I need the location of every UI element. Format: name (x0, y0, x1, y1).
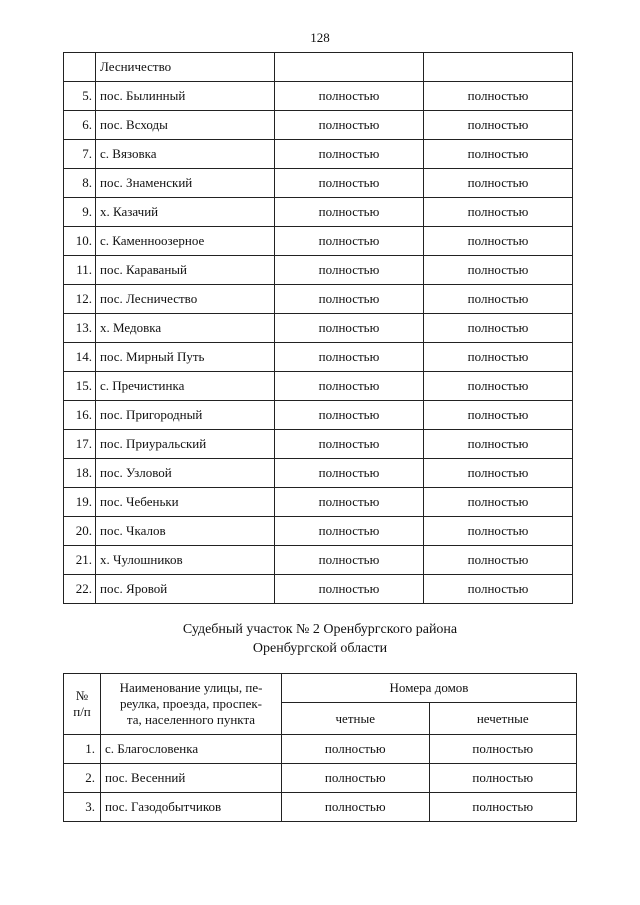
even-houses-cell: полностью (275, 517, 424, 546)
table-row (64, 401, 573, 430)
row-number-cell: 17. (64, 430, 96, 459)
row-name-cell: х. Медовка (96, 314, 275, 343)
section-heading-line2: Оренбургской области (252, 641, 388, 656)
row-name-cell: пос. Узловой (96, 459, 275, 488)
row-name-cell: пос. Чкалов (96, 517, 275, 546)
row-name-cell: пос. Весенний (101, 764, 282, 793)
row-name-cell: с. Каменноозерное (96, 227, 275, 256)
even-houses-cell: полностью (275, 198, 424, 227)
odd-houses-cell: полностью (429, 735, 577, 764)
odd-houses-cell: полностью (429, 793, 577, 822)
row-name-cell: пос. Караваный (96, 256, 275, 285)
table-row (64, 82, 573, 111)
row-number-cell: 11. (64, 256, 96, 285)
page-number: 128 (310, 30, 330, 45)
table-row (64, 343, 573, 372)
row-name-cell: пос. Былинный (96, 82, 275, 111)
even-houses-cell: полностью (275, 430, 424, 459)
odd-houses-cell: полностью (424, 140, 573, 169)
even-houses-cell: полностью (275, 459, 424, 488)
section-heading (0, 620, 640, 658)
row-number-cell: 2. (64, 764, 101, 793)
odd-houses-cell: полностью (424, 517, 573, 546)
even-houses-cell: полностью (275, 575, 424, 604)
odd-houses-cell: полностью (424, 256, 573, 285)
odd-houses-cell: полностью (424, 343, 573, 372)
even-houses-cell: полностью (275, 256, 424, 285)
row-number-cell (64, 53, 96, 82)
even-column-header: четные (282, 703, 430, 735)
even-houses-cell: полностью (275, 546, 424, 575)
odd-houses-cell: полностью (424, 430, 573, 459)
table-row (64, 793, 577, 822)
table-row (64, 546, 573, 575)
table-row (64, 256, 573, 285)
even-houses-cell: полностью (275, 314, 424, 343)
even-houses-cell: полностью (282, 793, 430, 822)
table-row (64, 227, 573, 256)
row-number-cell: 14. (64, 343, 96, 372)
row-number-cell: 15. (64, 372, 96, 401)
row-number-cell: 8. (64, 169, 96, 198)
odd-houses-cell: полностью (424, 198, 573, 227)
row-number-cell: 7. (64, 140, 96, 169)
row-name-cell: пос. Пригородный (96, 401, 275, 430)
table-row (64, 140, 573, 169)
table-row (64, 314, 573, 343)
odd-houses-cell: полностью (424, 575, 573, 604)
row-number-cell: 1. (64, 735, 101, 764)
row-name-cell: с. Пречистинка (96, 372, 275, 401)
row-name-cell: пос. Знаменский (96, 169, 275, 198)
odd-houses-cell: полностью (424, 459, 573, 488)
row-number-cell: 22. (64, 575, 96, 604)
odd-column-header: нечетные (429, 703, 577, 735)
odd-houses-cell: полностью (424, 546, 573, 575)
even-houses-cell: полностью (275, 488, 424, 517)
even-houses-cell: полностью (275, 285, 424, 314)
odd-houses-cell: полностью (424, 111, 573, 140)
section-heading-line1: Судебный участок № 2 Оренбургского района (182, 622, 458, 637)
table-row (64, 430, 573, 459)
odd-houses-cell: полностью (424, 401, 573, 430)
table-row (64, 372, 573, 401)
even-houses-cell: полностью (275, 343, 424, 372)
odd-houses-cell: полностью (424, 372, 573, 401)
number-column-header: № п/п (64, 674, 101, 735)
row-name-cell: х. Казачий (96, 198, 275, 227)
even-houses-cell (275, 53, 424, 82)
row-number-cell: 5. (64, 82, 96, 111)
row-number-cell: 6. (64, 111, 96, 140)
row-name-cell: х. Чулошников (96, 546, 275, 575)
even-houses-cell: полностью (275, 111, 424, 140)
row-name-cell: с. Вязовка (96, 140, 275, 169)
even-houses-cell: полностью (275, 227, 424, 256)
row-name-cell: пос. Чебеньки (96, 488, 275, 517)
settlements-table-continued (63, 52, 573, 604)
district-2-table (63, 673, 577, 822)
table-row (64, 285, 573, 314)
row-name-cell: пос. Всходы (96, 111, 275, 140)
even-houses-cell: полностью (282, 735, 430, 764)
house-numbers-header: Номера домов (282, 674, 577, 703)
odd-houses-cell: полностью (424, 82, 573, 111)
odd-houses-cell: полностью (424, 488, 573, 517)
row-number-cell: 3. (64, 793, 101, 822)
odd-houses-cell: полностью (424, 314, 573, 343)
table-row (64, 169, 573, 198)
table-row (64, 488, 573, 517)
row-name-cell: пос. Яровой (96, 575, 275, 604)
row-number-cell: 19. (64, 488, 96, 517)
even-houses-cell: полностью (275, 140, 424, 169)
table-row (64, 575, 573, 604)
name-column-header: Наименование улицы, пе- реулка, проезда, проспек- та, населенного пункта (101, 674, 282, 735)
row-number-cell: 20. (64, 517, 96, 546)
row-number-cell: 10. (64, 227, 96, 256)
table-row (64, 735, 577, 764)
row-number-cell: 9. (64, 198, 96, 227)
table-row (64, 459, 573, 488)
row-name-cell: пос. Мирный Путь (96, 343, 275, 372)
odd-houses-cell (424, 53, 573, 82)
row-name-cell: Лесничество (96, 53, 275, 82)
table-row (64, 517, 573, 546)
even-houses-cell: полностью (275, 82, 424, 111)
row-number-cell: 16. (64, 401, 96, 430)
odd-houses-cell: полностью (424, 169, 573, 198)
row-name-cell: пос. Газодобытчиков (101, 793, 282, 822)
odd-houses-cell: полностью (429, 764, 577, 793)
odd-houses-cell: полностью (424, 285, 573, 314)
row-number-cell: 21. (64, 546, 96, 575)
row-number-cell: 13. (64, 314, 96, 343)
table-row (64, 111, 573, 140)
table-row (64, 764, 577, 793)
row-number-cell: 18. (64, 459, 96, 488)
even-houses-cell: полностью (282, 764, 430, 793)
even-houses-cell: полностью (275, 372, 424, 401)
even-houses-cell: полностью (275, 401, 424, 430)
row-name-cell: пос. Приуральский (96, 430, 275, 459)
row-name-cell: пос. Лесничество (96, 285, 275, 314)
table-row (64, 53, 573, 82)
row-number-cell: 12. (64, 285, 96, 314)
row-name-cell: с. Благословенка (101, 735, 282, 764)
even-houses-cell: полностью (275, 169, 424, 198)
table-row (64, 198, 573, 227)
odd-houses-cell: полностью (424, 227, 573, 256)
